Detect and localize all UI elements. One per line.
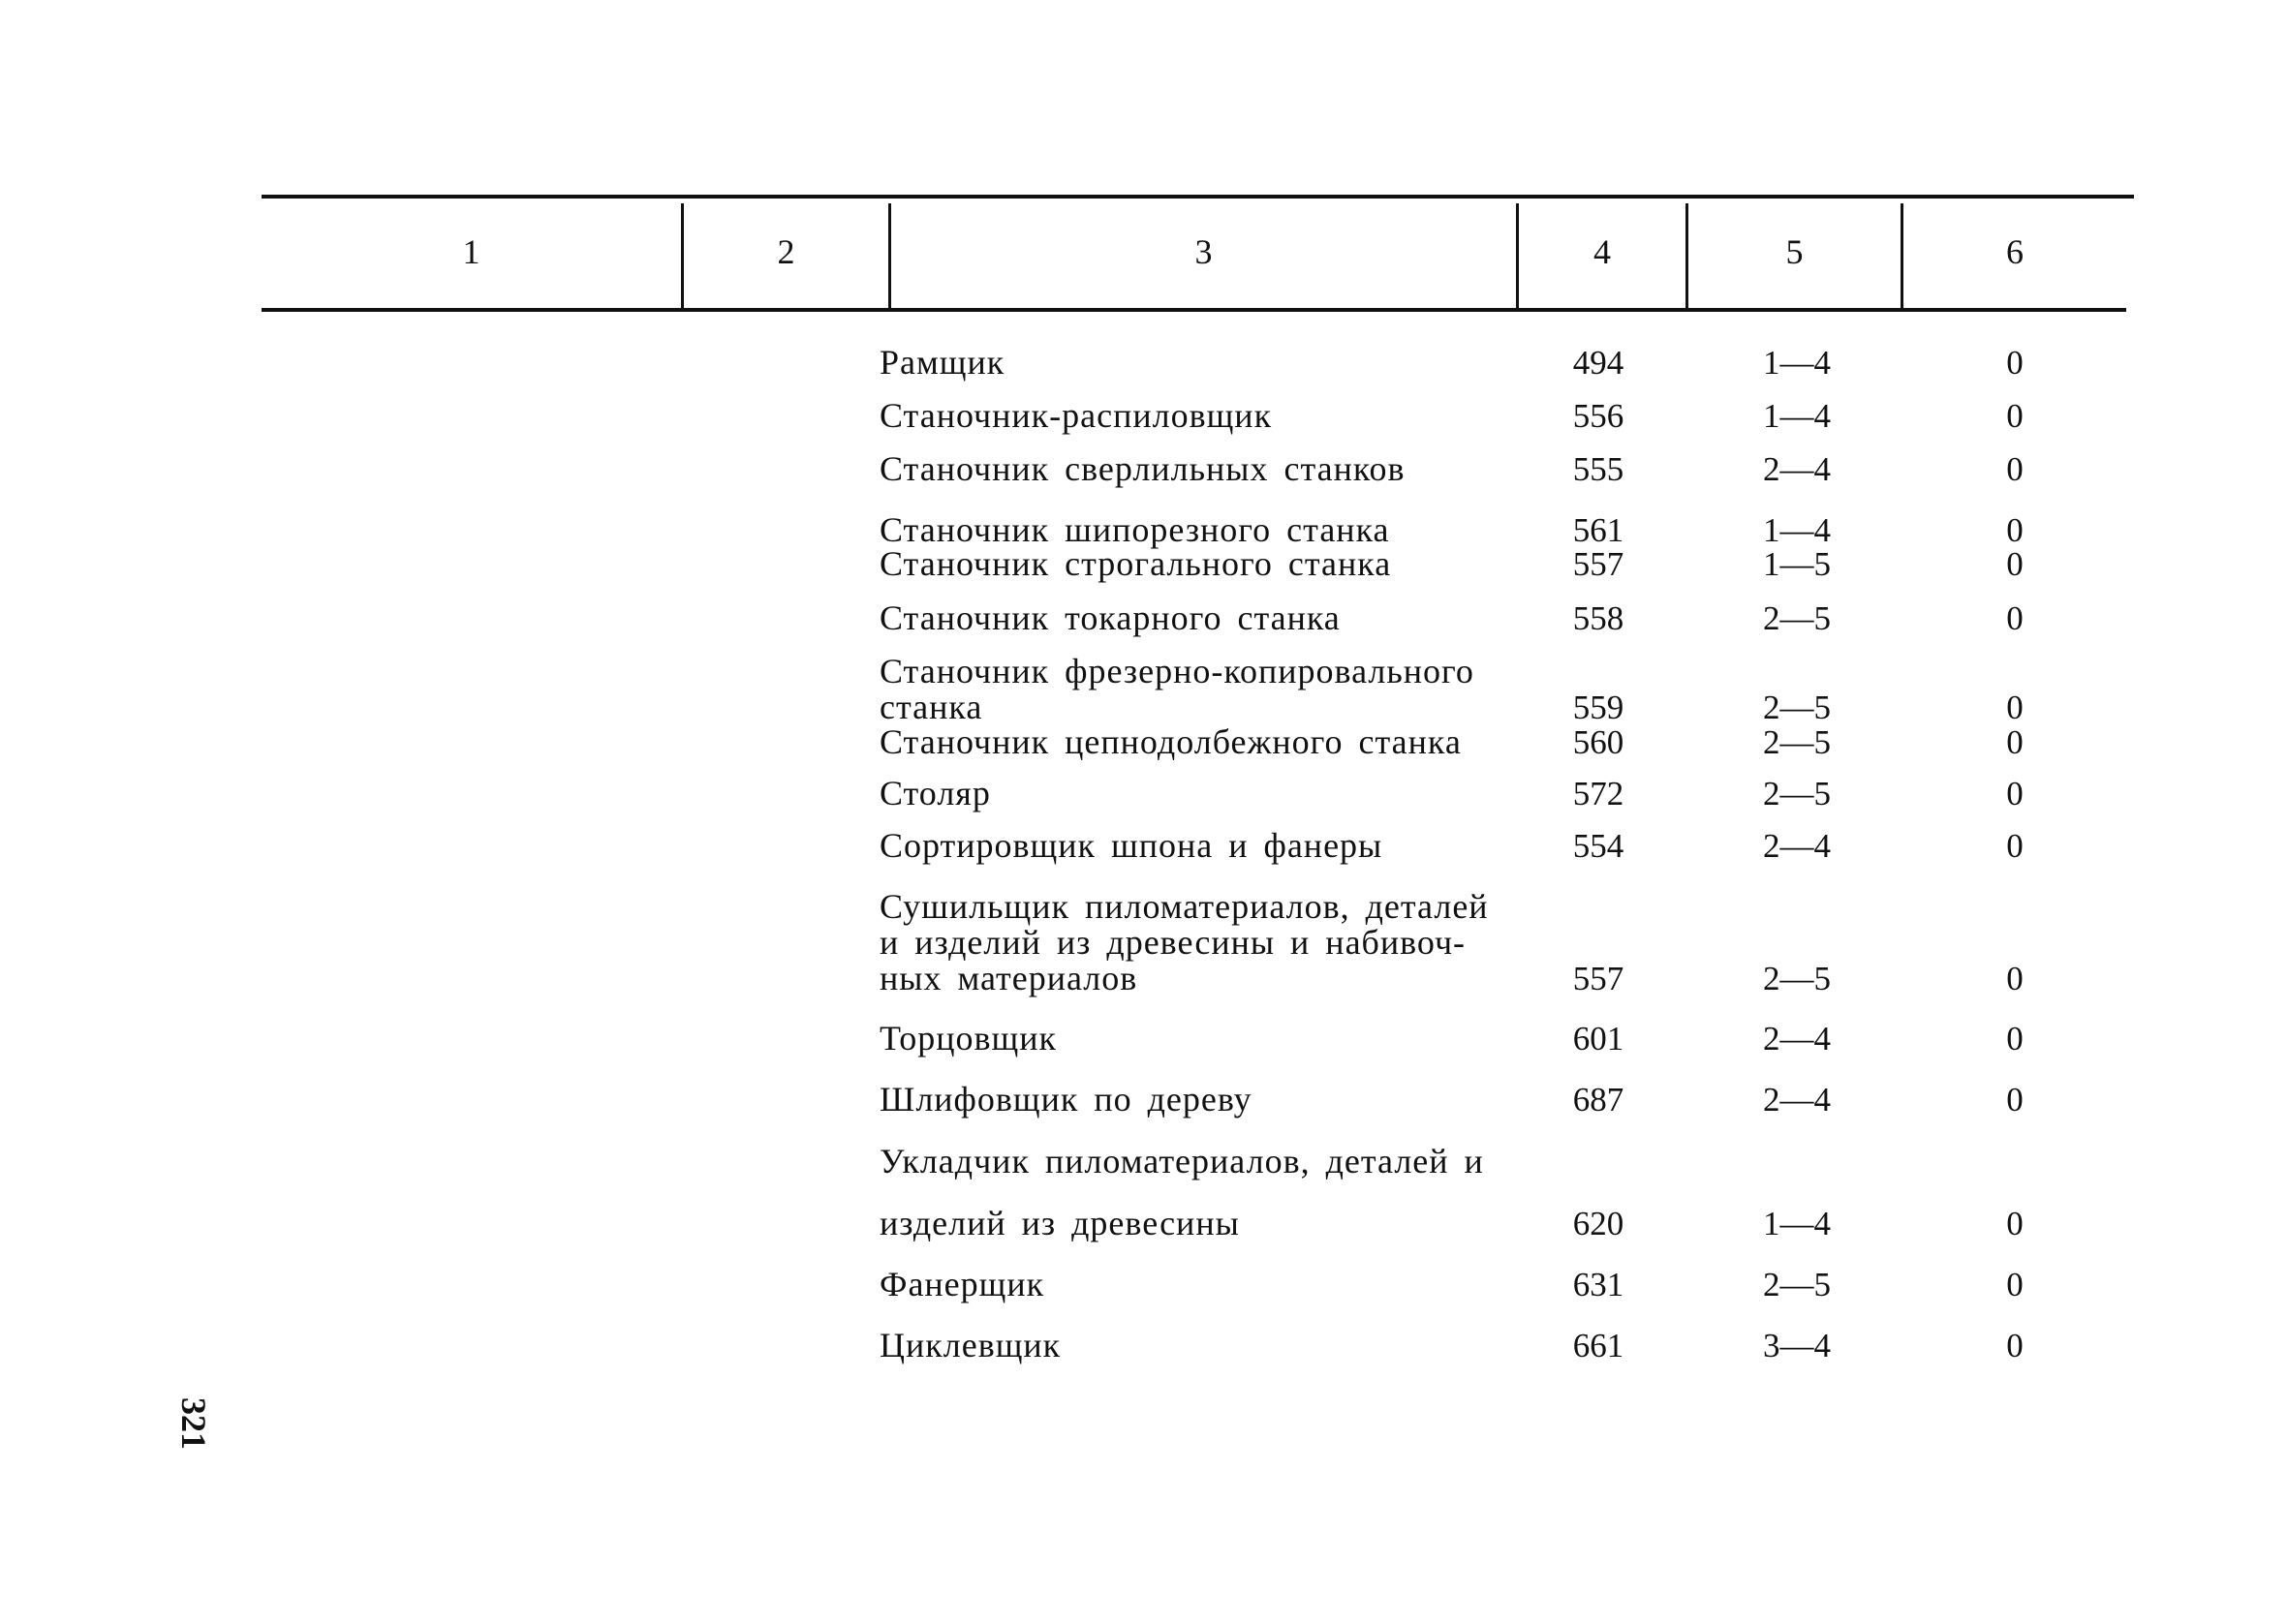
header-col-2: 2 [777,232,795,271]
column-6-value: 0 [2006,960,2024,997]
occupation-code: 661 [1572,1327,1624,1364]
occupation-name: Станочник сверлильных станков [880,449,1406,488]
column-6-value: 0 [2006,775,2024,812]
occupation-name: изделий из древесины [880,1204,1240,1242]
table-header-bottom-rule [262,308,2126,312]
occupation-name: Торцовщик [880,1019,1058,1057]
occupation-name: Укладчик пиломатериалов, деталей и [880,1142,1484,1180]
occupation-name: Станочник токарного станка [880,598,1341,637]
grade-range: 2—5 [1763,775,1831,812]
column-6-value: 0 [2006,1266,2024,1303]
grade-range: 3—4 [1763,1327,1831,1364]
occupation-code: 557 [1572,545,1624,583]
occupation-name: Станочник строгального станка [880,544,1392,583]
occupation-code: 560 [1572,723,1624,761]
occupation-name: Станочник-распиловщик [880,396,1273,435]
occupation-code: 557 [1572,960,1624,997]
occupation-code: 601 [1572,1020,1624,1057]
occupation-code: 559 [1572,689,1624,726]
occupation-name: Столяр [880,774,991,812]
occupation-code: 631 [1572,1266,1624,1303]
grade-range: 1—4 [1763,1205,1831,1242]
table-top-rule [262,195,2134,199]
column-6-value: 0 [2006,1205,2024,1242]
column-6-value: 0 [2006,450,2024,488]
occupation-name: Сортировщик шпона и фанеры [880,826,1383,865]
column-6-value: 0 [2006,1081,2024,1118]
column-6-value: 0 [2006,1020,2024,1057]
grade-range: 1—5 [1763,545,1831,583]
column-6-value: 0 [2006,689,2024,726]
occupation-code: 494 [1572,344,1624,382]
header-col-5: 5 [1785,232,1804,271]
grade-range: 2—4 [1763,1081,1831,1118]
column-6-value: 0 [2006,344,2024,382]
grade-range: 2—4 [1763,827,1831,865]
column-6-value: 0 [2006,827,2024,865]
grade-range: 2—4 [1763,450,1831,488]
grade-range: 2—5 [1763,723,1831,761]
occupation-name: Рамщик [880,343,1005,382]
occupation-code: 554 [1572,827,1624,865]
occupation-name: Станочник шипорезного станка [880,510,1390,549]
occupation-code: 620 [1572,1205,1624,1242]
occupation-name: Фанерщик [880,1265,1045,1303]
column-6-value: 0 [2006,599,2024,637]
occupation-code: 555 [1572,450,1624,488]
occupation-name: Шлифовщик по дереву [880,1080,1252,1118]
grade-range: 1—4 [1763,397,1831,435]
column-6-value: 0 [2006,397,2024,435]
grade-range: 1—4 [1763,511,1831,549]
occupation-code: 572 [1572,775,1624,812]
header-col-6: 6 [2006,232,2024,271]
grade-range: 2—5 [1763,689,1831,726]
occupation-name: Станочник фрезерно-копировального станка [880,652,1474,726]
column-6-value: 0 [2006,1327,2024,1364]
header-col-1: 1 [462,232,480,271]
occupation-name: Сушильщик пиломатериалов, деталей и изделий из древесины и набивоч- ных материалов [880,887,1489,997]
grade-range: 1—4 [1763,344,1831,382]
grade-range: 2—5 [1763,1266,1831,1303]
grade-range: 2—5 [1763,599,1831,637]
occupation-code: 687 [1572,1081,1624,1118]
column-6-value: 0 [2006,723,2024,761]
column-6-value: 0 [2006,545,2024,583]
grade-range: 2—4 [1763,1020,1831,1057]
occupation-name: Станочник цепнодолбежного станка [880,722,1462,761]
column-6-value: 0 [2006,511,2024,549]
occupation-code: 556 [1572,397,1624,435]
occupation-code: 561 [1572,511,1624,549]
grade-range: 2—5 [1763,960,1831,997]
occupation-code: 558 [1572,599,1624,637]
header-col-3: 3 [1194,232,1213,271]
header-col-4: 4 [1593,232,1611,271]
occupation-name: Циклевщик [880,1326,1062,1364]
page-number: 321 [174,1397,213,1450]
